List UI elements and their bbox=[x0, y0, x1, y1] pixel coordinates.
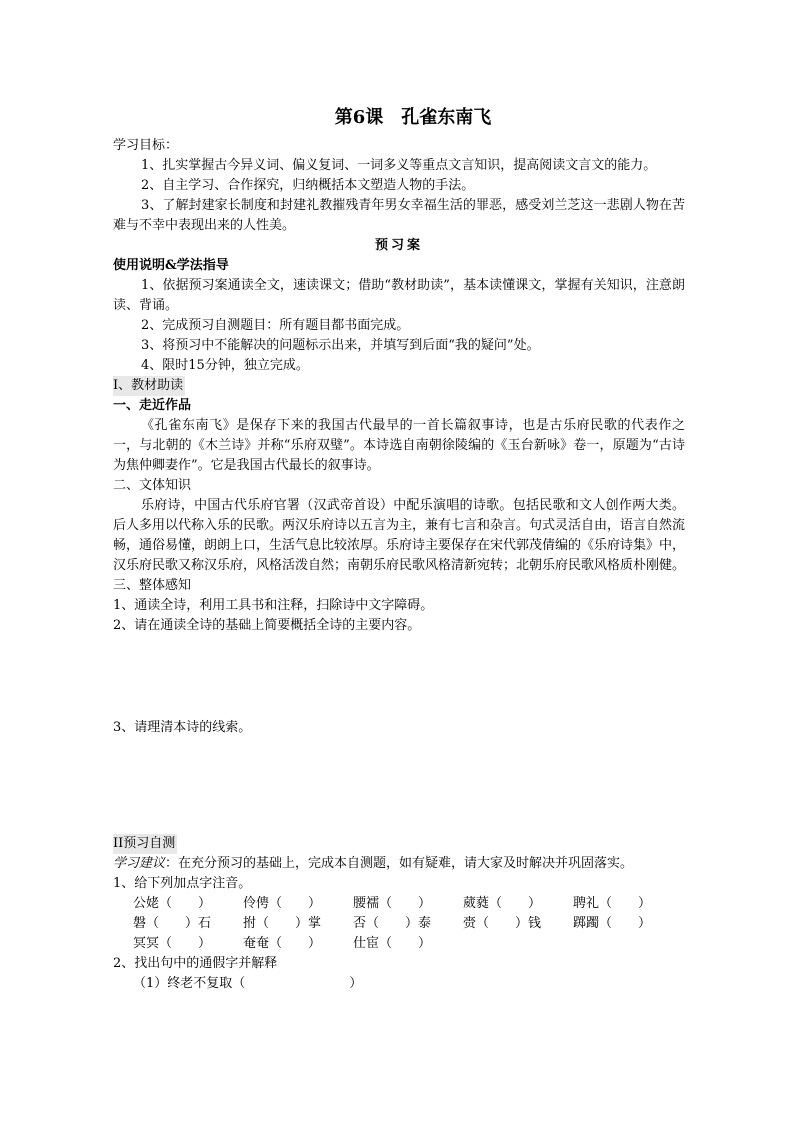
usage-heading: 使用说明&学法指导 bbox=[113, 258, 229, 273]
phonetic-row-3 bbox=[113, 934, 685, 954]
phonetic-item[interactable]: 公姥（ ） bbox=[133, 896, 212, 911]
part3-question-2: 2、请在通读全诗的基础上简要概括全诗的主要内容。 bbox=[113, 618, 421, 633]
preview-heading: 预习案 bbox=[374, 238, 423, 253]
phonetic-row-2 bbox=[113, 914, 685, 934]
phonetic-item[interactable]: 拊（ ）掌 bbox=[243, 916, 322, 931]
usage-item-2: 2、完成预习自测题目：所有题目都书面完成。 bbox=[141, 318, 410, 333]
part3-question-3: 3、请理清本诗的线索。 bbox=[113, 720, 252, 735]
phonetic-item[interactable]: 聘礼（ ） bbox=[573, 896, 652, 911]
part3-question-1: 1、通读全诗，利用工具书和注释，扫除诗中文字障碍。 bbox=[113, 598, 434, 613]
usage-item-1: 1、依据预习案通读全文，速读课文；借助“教材助读”，基本读懂课文，掌握有关知识，注意朗读、背诵。 bbox=[113, 278, 685, 313]
goal-item-1: 1、扎实掌握古今异义词、偏义复词、一词多义等重点文言知识，提高阅读文言文的能力。 bbox=[141, 158, 657, 173]
phonetic-item[interactable]: 磐（ ）石 bbox=[133, 916, 212, 931]
part1-text: 《孔雀东南飞》是保存下来的我国古代最早的一首长篇叙事诗，也是古乐府民歌的代表作之一，与北朝的《木兰诗》并称“乐府双璧”。本诗选自南朝徐陵编的《玉台新咏》卷一，原题为“古诗为焦仲卿妻作”。它是我国古代最长的叙事诗。 bbox=[113, 418, 685, 473]
part2-heading: 二、文体知识 bbox=[113, 478, 192, 493]
phonetic-item[interactable]: 踯躅（ ） bbox=[573, 916, 652, 931]
advice-text: ：在充分预习的基础上，完成本自测题，如有疑难，请大家及时解决并巩固落实。 bbox=[165, 856, 634, 871]
phonetic-item[interactable]: 葳蕤（ ） bbox=[463, 896, 542, 911]
tongjia-item-1[interactable]: （1）终老不复取（ ） bbox=[133, 976, 363, 991]
usage-item-3: 3、将预习中不能解决的问题标示出来，并填写到后面“我的疑问”处。 bbox=[141, 338, 540, 353]
phonetic-item[interactable]: 仕宦（ ） bbox=[353, 936, 432, 951]
part3-heading: 三、整体感知 bbox=[113, 578, 192, 593]
usage-item-4: 4、限时15分钟，独立完成。 bbox=[141, 358, 309, 373]
section2-heading: II预习自测 bbox=[113, 834, 177, 854]
part1-heading: 一、走近作品 bbox=[113, 398, 192, 413]
phonetic-item[interactable]: 腰襦（ ） bbox=[353, 896, 432, 911]
goal-item-2: 2、自主学习、合作探究，归纳概括本文塑造人物的手法。 bbox=[141, 178, 475, 193]
phonetic-question: 1、给下列加点字注音。 bbox=[113, 876, 252, 891]
phonetic-item[interactable]: 冥冥（ ） bbox=[133, 936, 212, 951]
part2-text: 乐府诗，中国古代乐府官署（汉武帝首设）中配乐演唱的诗歌。包括民歌和文人创作两大类。后人多用以代称入乐的民歌。两汉乐府诗以五言为主，兼有七言和杂言。句式灵活自由，语言自然流畅，通俗易懂，朗朗上口，生活气息比较浓厚。乐府诗主要保存在宋代郭茂倩编的《乐府诗集》中，汉乐府民歌又称汉乐府，风格活泼自然；南朝乐府民歌风格清新宛转；北朝乐府民歌风格质朴刚健。 bbox=[113, 498, 686, 573]
page-title: 第6课 孔雀东南飞 bbox=[334, 107, 492, 128]
tongjia-question: 2、找出句中的通假字并解释 bbox=[113, 956, 278, 971]
phonetic-item[interactable]: 否（ ）泰 bbox=[353, 916, 432, 931]
answer-space-2[interactable] bbox=[113, 636, 685, 718]
phonetic-row-1 bbox=[113, 894, 685, 914]
goals-heading: 学习目标： bbox=[113, 138, 179, 153]
document-page bbox=[113, 104, 685, 994]
goal-item-3: 3、了解封建家长制度和封建礼教摧残青年男女幸福生活的罪恶，感受刘兰芝这一悲剧人物在苦难与不幸中表现出来的人性美。 bbox=[113, 198, 685, 233]
phonetic-item[interactable]: 赍（ ）钱 bbox=[463, 916, 542, 931]
answer-space-3[interactable] bbox=[113, 738, 685, 834]
phonetic-item[interactable]: 伶俜（ ） bbox=[243, 896, 322, 911]
advice-label: 学习建议 bbox=[113, 856, 166, 871]
section1-heading: I、教材助读 bbox=[113, 376, 185, 396]
phonetic-item[interactable]: 奄奄（ ） bbox=[243, 936, 322, 951]
